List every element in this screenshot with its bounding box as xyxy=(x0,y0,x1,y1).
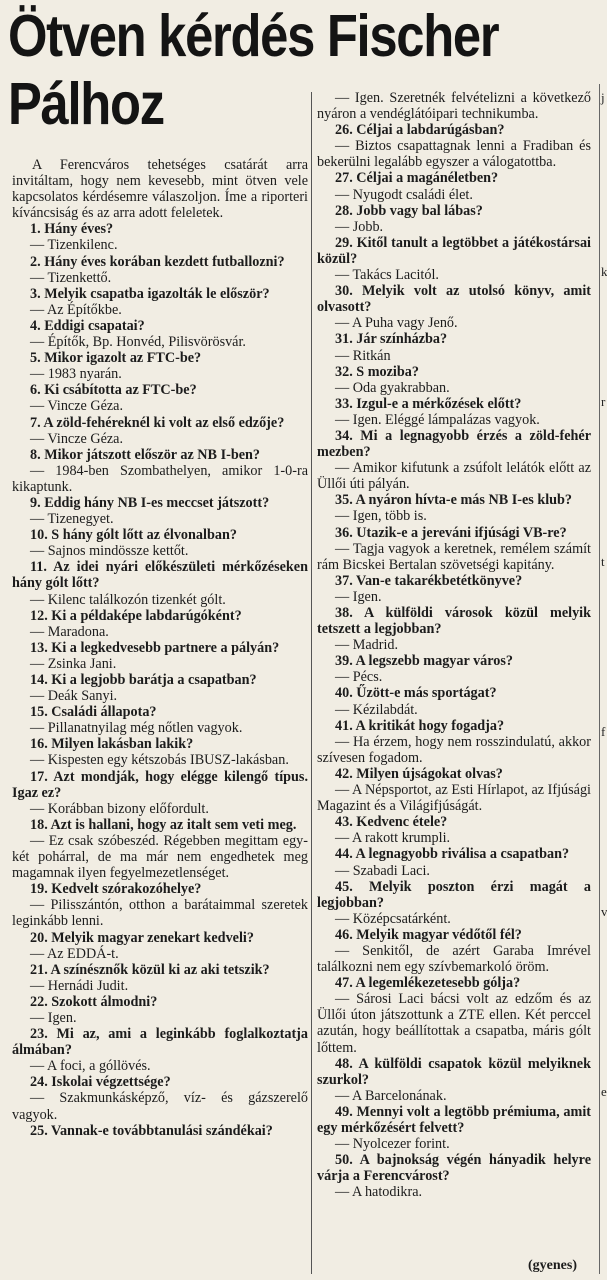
answer: — Oda gyakrabban. xyxy=(335,379,450,396)
question: 48. A külföldi csapatok közül melyiknek szurkol? xyxy=(317,1055,591,1088)
answer: — Szakmunkásképző, víz- és gázszerelő vagyok. xyxy=(12,1090,308,1123)
answer: — Tizenkilenc. xyxy=(30,237,118,254)
answer: — Jobb. xyxy=(335,218,384,235)
column-divider xyxy=(311,92,312,1274)
question: 47. A legemlékezetesebb gólja? xyxy=(335,975,521,992)
left-column xyxy=(12,157,308,1139)
answer: — A hatodikra. xyxy=(335,1184,423,1201)
answer: — Kispesten egy kétszobás IBUSZ-lakásban. xyxy=(30,752,289,769)
answer: — Az Építőkbe. xyxy=(30,301,122,318)
question: 31. Jár színházba? xyxy=(335,331,448,348)
answer: — Amikor kifutunk a zsúfolt lelátók előtt az Üllői úti pályán. xyxy=(317,460,591,493)
edge-fragment: j xyxy=(601,90,605,105)
question: 35. A nyáron hívta-e más NB I-es klub? xyxy=(335,492,573,509)
question: 6. Ki csábította az FTC-be? xyxy=(30,382,197,399)
answer: — Igen. xyxy=(335,588,382,605)
question: 13. Ki a legkedvesebb partnere a pályán? xyxy=(30,639,280,656)
answer: — A foci, a góllövés. xyxy=(30,1058,151,1075)
question: 2. Hány éves korában kezdett futballozni? xyxy=(30,253,285,270)
answer: — Igen, több is. xyxy=(335,508,427,525)
question: 42. Milyen újságokat olvas? xyxy=(335,765,503,782)
author-signature: (gyenes) xyxy=(528,1258,577,1273)
edge-divider xyxy=(599,84,600,1274)
question: 36. Utazik-e a jereváni ifjúsági VB-re? xyxy=(335,524,567,541)
left-qa-list xyxy=(12,221,308,1138)
question: 23. Mi az, ami a leginkább foglalkoztatja álmában? xyxy=(12,1026,308,1059)
question: 46. Melyik magyar védőtől fél? xyxy=(335,926,522,943)
answer: — Az EDDÁ-t. xyxy=(30,945,119,962)
question: 38. A külföldi városok közül melyik tetszett a legjobban? xyxy=(317,605,591,638)
question: 25. Vannak-e továbbtanulási szándékai? xyxy=(30,1122,273,1139)
question: 11. Az idei nyári előkészületi mérkőzéseken hány gólt lőtt? xyxy=(12,559,308,592)
question: 45. Melyik poszton érzi magát a legjobban? xyxy=(317,878,591,911)
question: 3. Melyik csapatba igazolták le először? xyxy=(30,285,270,302)
question: 41. A kritikát hogy fogadja? xyxy=(335,717,505,734)
question: 28. Jobb vagy bal lábas? xyxy=(335,202,483,219)
answer: — Tizenegyet. xyxy=(30,511,114,528)
question: 49. Mennyi volt a legtöbb prémiuma, amit egy mérkőzésért felvett? xyxy=(317,1103,591,1136)
answer: — Igen. Szeretnék felvételizni a következő nyáron a vendéglátóipari technikumba. xyxy=(317,90,591,123)
edge-fragment: f xyxy=(601,724,606,739)
right-column xyxy=(317,90,591,1200)
question: 4. Eddigi csapatai? xyxy=(30,317,145,334)
edge-fragment: v xyxy=(601,904,607,919)
answer: — 1983 nyarán. xyxy=(30,366,122,383)
question: 29. Kitől tanult a legtöbbet a játékostársai közül? xyxy=(317,234,591,267)
question: 15. Családi állapota? xyxy=(30,704,157,721)
answer: — Kézilabdát. xyxy=(335,701,418,718)
question: 24. Iskolai végzettsége? xyxy=(30,1074,171,1091)
answer: — Senkitől, de azért Garaba Imrével találkozni nem egy szívbemarkoló öröm. xyxy=(317,942,591,976)
headline-line-1: Ötven kérdés Fischer xyxy=(8,3,499,69)
question: 27. Céljai a magánéletben? xyxy=(335,170,499,187)
adjacent-column-edge xyxy=(598,84,607,1274)
edge-fragment: r xyxy=(601,394,606,409)
answer: — Igen. xyxy=(30,1009,77,1026)
right-qa-list xyxy=(317,90,591,1200)
answer: — Deák Sanyi. xyxy=(30,688,118,705)
answer: — Ritkán xyxy=(335,347,391,364)
answer: — Vincze Géza. xyxy=(30,398,124,415)
question: 39. A legszebb magyar város? xyxy=(335,653,514,670)
intro-paragraph: A Ferencváros tehetséges csatárát arra invitáltam, hogy nem kevesebb, mint ötven vele kapcsolatos kérdésemre válaszoljon. Íme a riporteri kíváncsiság és az arra adott feleletek. xyxy=(12,157,308,222)
question: 30. Melyik volt az utolsó könyv, amit olvasott? xyxy=(317,283,591,316)
answer: — Ha érzem, hogy nem rosszindulatú, akkor szívesen fogadom. xyxy=(317,733,591,766)
question: 21. A színésznők közül ki az aki tetszik? xyxy=(30,961,270,978)
answer: — Kilenc találkozón tizenkét gólt. xyxy=(30,591,226,608)
answer: — 1984-ben Szombathelyen, amikor 1-0-ra kikaptunk. xyxy=(12,462,308,495)
edge-fragment: t xyxy=(601,554,605,569)
question: 43. Kedvenc étele? xyxy=(335,814,448,831)
answer: — Pécs. xyxy=(335,669,383,686)
answer: — Pillanatnyilag még nőtlen vagyok. xyxy=(30,720,243,737)
answer: — Hernádi Judit. xyxy=(30,977,129,994)
answer: — Sárosi Laci bácsi volt az edzőm és az Üllői úton játszottunk a ZTE ellen. Két perccel azután, hogy beállítottak a csapatba, máris gólt lőttem. xyxy=(317,991,591,1056)
answer: — Madrid. xyxy=(335,637,399,654)
answer: — Biztos csapattagnak lenni a Fradiban és bekerülni legalább egyszer a válogatottba. xyxy=(317,138,591,171)
edge-fragment: e xyxy=(601,1084,607,1099)
answer: — Nyolcezer forint. xyxy=(335,1136,450,1153)
answer: — Ez csak szóbeszéd. Régebben megittam egy-két pohárral, de ma már nem engedhetek meg magamnak ilyen fegyelmezetlenséget. xyxy=(12,832,308,882)
answer: — A Puha vagy Jenő. xyxy=(335,315,458,332)
question: 10. S hány gólt lőtt az élvonalban? xyxy=(30,527,237,544)
answer: — A rakott krumpli. xyxy=(335,830,451,847)
answer: — Tagja vagyok a keretnek, remélem számít rám Bicskei Bertalan szövetségi kapitány. xyxy=(317,540,591,573)
question: 8. Mikor játszott először az NB I-ben? xyxy=(30,446,260,463)
question: 12. Ki a példaképe labdarúgóként? xyxy=(30,607,242,624)
edge-fragment: k xyxy=(601,264,607,279)
question: 17. Azt mondják, hogy elégge kilengő típus. Igaz ez? xyxy=(12,768,308,801)
question: 9. Eddig hány NB I-es meccset játszott? xyxy=(30,494,270,511)
question: 34. Mi a legnagyobb érzés a zöld-fehér mezben? xyxy=(317,427,591,461)
question: 1. Hány éves? xyxy=(30,221,114,238)
answer: — Igen. Eléggé lámpalázas vagyok. xyxy=(335,411,540,428)
question: 5. Mikor igazolt az FTC-be? xyxy=(30,350,202,367)
answer: — Vincze Géza. xyxy=(30,430,124,447)
answer: — Maradona. xyxy=(30,623,109,640)
question: 22. Szokott álmodni? xyxy=(30,993,158,1010)
question: 33. Izgul-e a mérkőzések előtt? xyxy=(335,395,522,412)
question: 7. A zöld-fehéreknél ki volt az első edzője? xyxy=(30,414,285,431)
answer: — Sajnos mindössze kettőt. xyxy=(30,543,189,560)
answer: — Tizenkettő. xyxy=(30,269,112,286)
answer: — Korábban bizony előfordult. xyxy=(30,800,209,817)
question: 19. Kedvelt szórakozóhelye? xyxy=(30,881,202,898)
answer: — Nyugodt családi élet. xyxy=(335,186,473,203)
answer: — Zsinka Jani. xyxy=(30,655,117,672)
question: 37. Van-e takarékbetétkönyve? xyxy=(335,572,523,589)
question: 20. Melyik magyar zenekart kedveli? xyxy=(30,929,254,946)
headline-line-2: Pálhoz xyxy=(8,71,164,137)
question: 44. A legnagyobb riválisa a csapatban? xyxy=(335,846,570,863)
question: 16. Milyen lakásban lakik? xyxy=(30,736,194,753)
answer: — A Népsportot, az Esti Hírlapot, az Ifjúsági Magazint és a Világifjúságát. xyxy=(317,782,591,815)
answer: — Takács Lacitól. xyxy=(335,267,439,284)
question: 32. S moziba? xyxy=(335,363,419,380)
answer: — Szabadi Laci. xyxy=(335,862,430,879)
answer: — A Barcelonának. xyxy=(335,1087,447,1104)
question: 18. Azt is hallani, hogy az italt sem veti meg. xyxy=(30,816,297,833)
answer: — Építők, Bp. Honvéd, Pilisvörösvár. xyxy=(30,334,246,351)
answer: — Középcsatárként. xyxy=(335,910,451,927)
question: 50. A bajnokság végén hányadik helyre várja a Ferencvárost? xyxy=(317,1152,591,1185)
question: 26. Céljai a labdarúgásban? xyxy=(335,122,505,139)
question: 14. Ki a legjobb barátja a csapatban? xyxy=(30,672,257,688)
answer: — Pilisszántón, otthon a barátaimmal szeretek leginkább lenni. xyxy=(12,897,308,930)
question: 40. Űzött-e más sportágat? xyxy=(335,685,497,702)
